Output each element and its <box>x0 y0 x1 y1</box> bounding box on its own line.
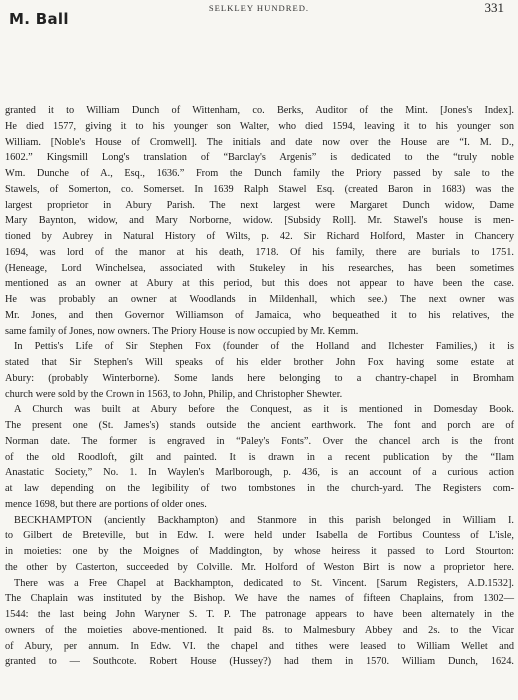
text-line: Stawels, of Somerton, co. Somerset. In 1639 Ralph Stawel Esq. (created Baron in 1683) was the <box>5 183 514 195</box>
handwritten-stamp: M. Ball <box>9 10 69 28</box>
text-line: of Abury, per annum. In Edw. VI. the chapel and tithes were leased to William Wellet and <box>5 640 514 652</box>
text-line: He was probably an owner at Woodlands in Mildenhall, which see.) The next owner was <box>5 294 514 305</box>
text-line: of the old Roodloft, gilt and painted. It is drawn in a recent publication by the “Ilam <box>5 451 514 463</box>
text-line: The present one (St. James's) stands outside the ancient earthwork. The font and porch are of <box>5 420 514 431</box>
text-line: William. [Noble's House of Cromwell]. The initials and date now over the House are “I. M. D., <box>5 136 514 148</box>
text-line: BECKHAMPTON (anciently Backhampton) and Stanmore in this parish belonged in William I. <box>14 514 514 526</box>
text-line: same family of Jones, now owners. The Priory House is now occupied by Mr. Kemm. <box>5 325 359 337</box>
text-line: stated that Sir Stephen's Will speaks of his elder brother John Fox having some estate at <box>5 357 514 368</box>
text-line: Wm. Dunche of A., Esq., 1636.” From the Dunch family the Priory passed by sale to the <box>5 168 514 179</box>
text-line: Norman date. The former is engraved in “Paley's Fonts”. Over the chancel arch is the front <box>5 435 514 447</box>
text-line: (Heneage, Lord Winchelsea, associated with Stukeley in his researches, has been sometimes <box>5 262 514 274</box>
text-line: in moieties: one by the Moignes of Maddington, by whose heiress it passed to Lord Stourton: <box>5 546 514 557</box>
text-line: He died 1577, giving it to his younger son Walter, who died 1594, leaving it to his younger son <box>5 120 514 132</box>
text-line: Abury: (probably Winterborne). Some lands here belonging to a chantry-chapel in Bromham <box>5 372 514 384</box>
text-line: The Chaplain was instituted by the Bishop. We have the names of fifteen Chaplains, from 1302— <box>5 593 514 605</box>
text-line: owners of the moieties above-mentioned. It paid 8s. to Malmesbury Abbey and 2s. to the Vicar <box>5 624 514 636</box>
text-line: granted it to William Dunch of Wittenham, co. Berks, Auditor of the Mint. [Jones's Index]. <box>5 105 514 116</box>
running-head: SELKLEY HUNDRED. <box>208 3 310 13</box>
text-line: mentioned as an owner at Abury at this period, but this does not appear to have been the case. <box>5 278 514 290</box>
page-number: 331 <box>484 0 504 15</box>
text-line: There was a Free Chapel at Backhampton, dedicated to St. Vincent. [Sarum Registers, A.D.1532]. <box>14 577 514 589</box>
text-line: to Gilbert de Breteville, but in Edw. I. were held under Isabella de Fortibus Countess of L'isle, <box>5 530 514 542</box>
text-line: Anastatic Society,” No. 1. In Waylen's Marlborough, p. 436, is an account of a curious action <box>5 467 514 479</box>
text-line: mence 1698, but there are portions of older ones. <box>5 498 207 510</box>
text-line: at law depending on the legibility of two tombstones in the church-yard. The Registers com- <box>5 483 514 494</box>
text-line: Mr. Jones, and then Governor Williamson of Jamaica, who bequeathed it to his relatives, the <box>5 309 514 321</box>
text-line: granted to — Southcote. Robert House (Hussey?) had them in 1570. William Dunch, 1624. <box>5 656 514 668</box>
text-line: Mary Baynton, widow, and Mary Norborne, widow. [Subsidy Roll]. Mr. Stawel's house is men- <box>5 215 514 227</box>
text-line: 1602.” Kingsmill Long's translation of “Barclay's Argenis” is dedicated to the “truly noble <box>5 152 514 164</box>
text-line: the other by Casterton, succeeded by Colville. Mr. Holford of Weston Birt is now a proprietor here. <box>5 561 514 573</box>
body-text <box>5 103 514 670</box>
text-line: A Church was built at Abury before the Conquest, as it is mentioned in Domesday Book. <box>14 404 514 416</box>
text-line: tioned by Aubrey in Natural History of Wilts, p. 42. Sir Richard Holford, Master in Chancery <box>5 231 514 242</box>
text-line: church were sold by the Crown in 1563, to John, Philip, and Christopher Shewter. <box>5 388 343 400</box>
text-line: In Pettis's Life of Sir Stephen Fox (founder of the Holland and Ilchester Families,) it is <box>14 341 514 353</box>
text-line: largest proprietor in Abury Parish. The next largest were Margaret Dunch widow, Dame <box>5 199 514 211</box>
text-line: 1544: the last being John Waryner S. T. P. The patronage appears to have been alternately in the <box>5 609 514 620</box>
text-line: 1694, was lord of the manor at his death, 1718. Of his family, there are burials to 1751. <box>5 246 514 258</box>
